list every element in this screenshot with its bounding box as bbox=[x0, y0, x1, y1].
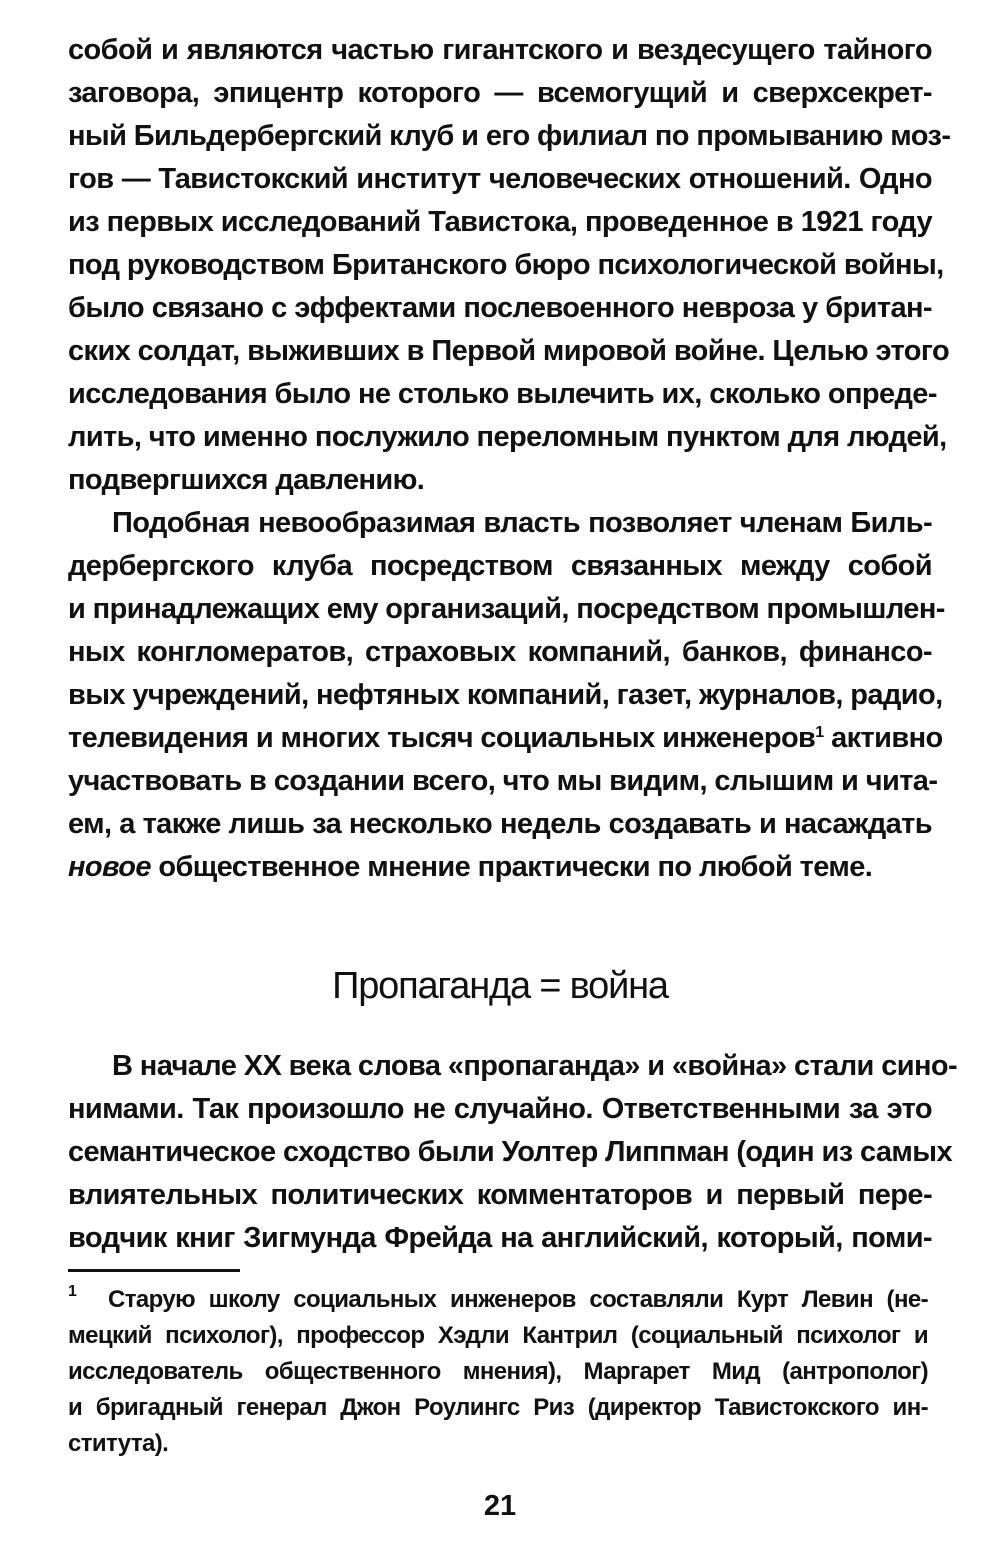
body-line-text: общественное мнение практически по любой теме. bbox=[158, 851, 873, 883]
body-line bbox=[68, 716, 943, 760]
footnote-reference[interactable]: 1 bbox=[815, 724, 824, 741]
page-number: 21 bbox=[483, 1490, 517, 1522]
body-line: под руководством Британского бюро психологической войны, bbox=[68, 249, 944, 281]
section-heading: Пропаганда = война bbox=[332, 965, 668, 1007]
body-line: ских солдат, выживших в Первой мировой войне. Целью этого bbox=[68, 335, 950, 367]
body-line bbox=[68, 845, 932, 889]
body-line: В начале XX века слова «пропаганда» и «война» стали сино- bbox=[112, 1050, 958, 1082]
body-line: вых учреждений, нефтяных компаний, газет, журналов, радио, bbox=[68, 679, 943, 711]
footnote-divider bbox=[68, 1269, 240, 1272]
body-line: дербергского клуба посредством связанных между собой bbox=[68, 550, 932, 582]
footnote-line: и бригадный генерал Джон Роулингс Риз (директор Тавистокского ин- bbox=[68, 1394, 928, 1421]
body-line: из первых исследований Тавистока, проведенное в 1921 году bbox=[68, 206, 932, 238]
body-line: ем, а также лишь за несколько недель создавать и насаждать bbox=[68, 808, 932, 840]
body-line: Подобная невообразимая власть позволяет членам Биль- bbox=[112, 507, 932, 539]
footnote-line: исследователь общественного мнения), Маргарет Мид (антрополог) bbox=[68, 1358, 928, 1385]
body-line: влиятельных политических комментаторов и первый пере- bbox=[68, 1179, 932, 1211]
footnote-line: Старую школу социальных инженеров составляли Курт Левин (не- bbox=[108, 1286, 928, 1313]
body-line: ных конгломератов, страховых компаний, банков, финансо- bbox=[68, 636, 932, 668]
body-line-text: активно bbox=[823, 722, 943, 754]
body-line: собой и являются частью гигантского и вездесущего тайного bbox=[68, 34, 932, 66]
body-line-text: телевидения и многих тысяч социальных инженеров bbox=[68, 722, 816, 754]
body-line: было связано с эффектами послевоенного невроза у британ- bbox=[68, 292, 932, 324]
body-line: исследования было не столько вылечить их, сколько опреде- bbox=[68, 378, 937, 410]
footnote-marker: 1 bbox=[68, 1283, 77, 1300]
body-line: нимами. Так произошло не случайно. Ответственными за это bbox=[68, 1093, 932, 1125]
body-line: подвергшихся давлению. bbox=[68, 464, 425, 496]
body-line: участвовать в создании всего, что мы видим, слышим и чита- bbox=[68, 765, 938, 797]
body-line: семантическое сходство были Уолтер Липпман (один из самых bbox=[68, 1136, 952, 1168]
italic-emphasis: новое bbox=[68, 851, 151, 883]
body-line: водчик книг Зигмунда Фрейда на английский, который, поми- bbox=[68, 1222, 932, 1254]
body-line: лить, что именно послужило переломным пунктом для людей, bbox=[68, 421, 947, 453]
body-line: заговора, эпицентр которого — всемогущий и сверхсекрет- bbox=[68, 77, 932, 109]
footnote-line: мецкий психолог), профессор Хэдли Кантрил (социальный психолог и bbox=[68, 1322, 928, 1349]
body-line: ный Бильдербергский клуб и его филиал по промыванию моз- bbox=[68, 120, 951, 152]
body-line: и принадлежащих ему организаций, посредством промышлен- bbox=[68, 593, 945, 625]
footnote-line: ститута). bbox=[68, 1430, 169, 1457]
body-line: гов — Тавистокский институт человеческих отношений. Одно bbox=[68, 163, 932, 195]
